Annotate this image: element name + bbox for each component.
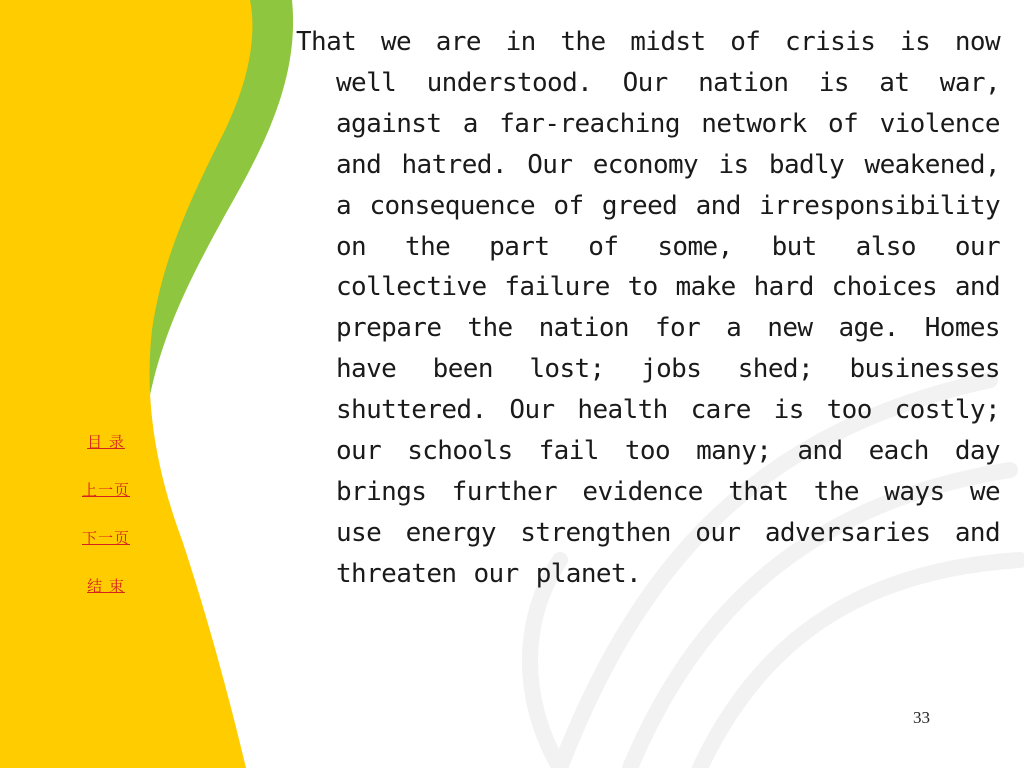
next-page-link[interactable]: 下一页 xyxy=(81,529,130,547)
slide-navigation xyxy=(58,432,154,624)
previous-page-link[interactable]: 上一页 xyxy=(81,481,130,499)
page-number: 33 xyxy=(913,708,930,727)
body-paragraph: That we are in the midst of crisis is now well understood. Our nation is at war, against a far-reaching network of violence and hatred. Our economy is badly weakened, a consequence of greed and irresponsibility on the part of some, but also our collective failure to make hard choices and prepare the nation for a new age. Homes have been lost; jobs shed; businesses shuttered. Our health care is too costly; our schools fail too many; and each day brings further evidence that the ways we use energy strengthen our adversaries and threaten our planet. xyxy=(296,27,1000,589)
contents-link[interactable]: 目 录 xyxy=(87,433,125,451)
end-link[interactable]: 结 束 xyxy=(87,577,125,595)
